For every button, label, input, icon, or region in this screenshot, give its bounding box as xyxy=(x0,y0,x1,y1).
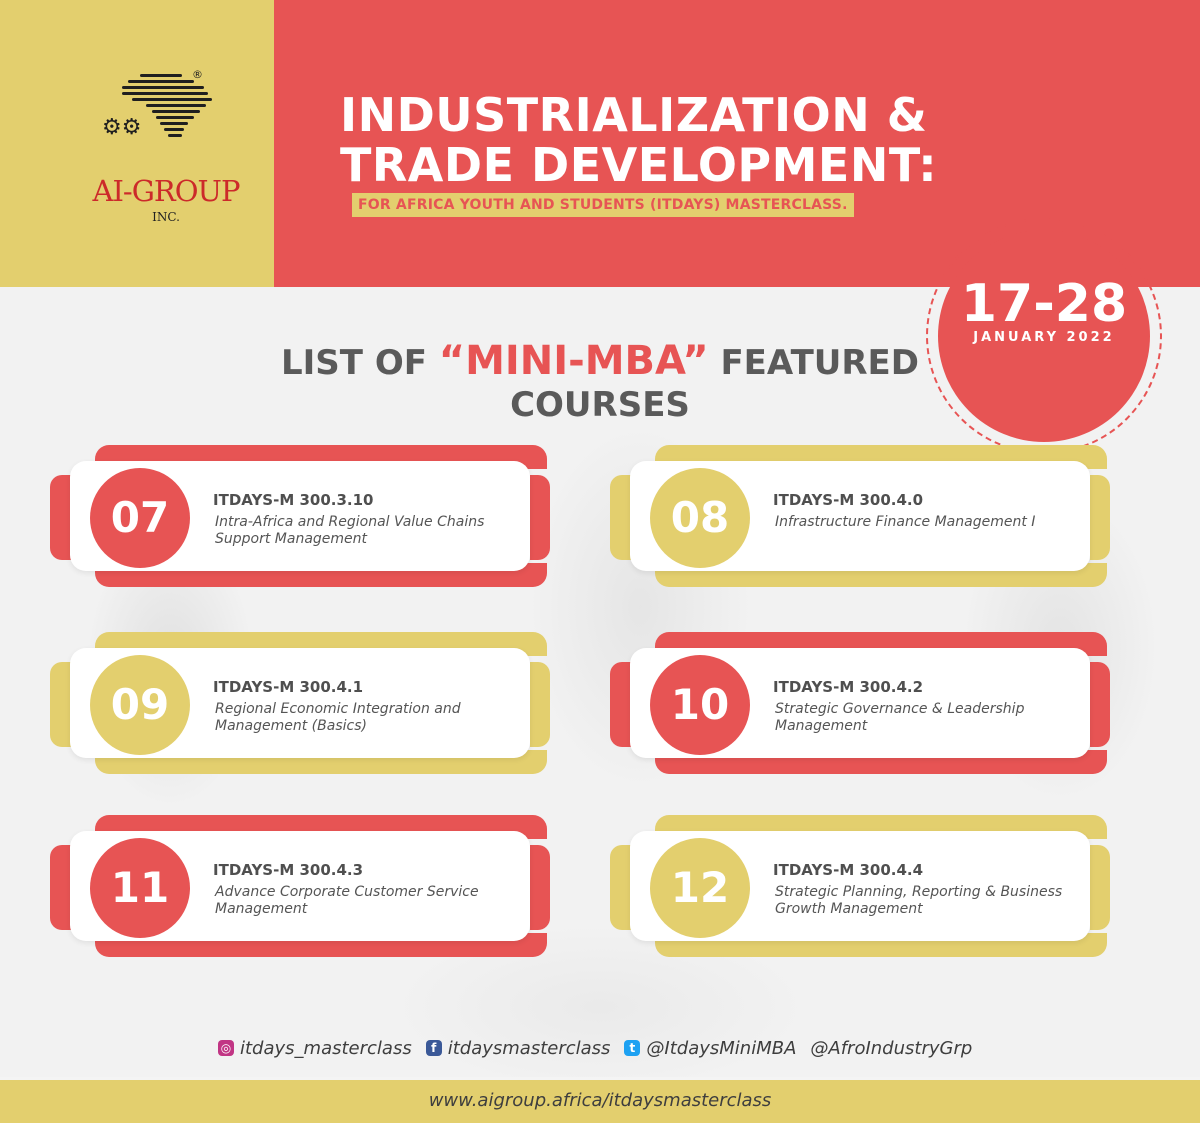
twitter-icon: t xyxy=(624,1040,640,1056)
title-line-1: INDUSTRIALIZATION & xyxy=(340,88,928,142)
course-number: 07 xyxy=(90,468,190,568)
course-code: ITDAYS-M 300.4.4 xyxy=(773,861,924,879)
brand-name: AI-GROUP xyxy=(92,174,240,208)
ai-group-logo xyxy=(86,68,246,228)
footer-url[interactable]: www.aigroup.africa/itdaysmasterclass xyxy=(428,1090,772,1111)
twitter-handle: @ItdaysMiniMBA xyxy=(646,1037,797,1059)
social-links xyxy=(218,1036,972,1060)
gears-icon: ⚙⚙ xyxy=(102,115,142,140)
twitter-link[interactable] xyxy=(624,1038,796,1059)
instagram-handle: itdays_masterclass xyxy=(240,1037,412,1059)
facebook-handle: itdaysmasterclass xyxy=(447,1037,611,1059)
title-line-2: TRADE DEVELOPMENT: xyxy=(340,138,938,192)
twitter-handle-2: @AfroIndustryGrp xyxy=(810,1037,973,1059)
course-number: 12 xyxy=(650,838,750,938)
course-code: ITDAYS-M 300.4.1 xyxy=(213,678,364,696)
instagram-icon: ◎ xyxy=(218,1040,234,1056)
course-title: Advance Corporate Customer Service Management xyxy=(215,884,479,917)
course-card-12[interactable] xyxy=(610,815,1110,960)
course-card-10[interactable] xyxy=(610,632,1110,777)
heading-accent: “MINI-MBA” xyxy=(438,338,709,384)
course-card-11[interactable] xyxy=(50,815,550,960)
date-range: 17-28 xyxy=(960,274,1128,334)
course-number: 11 xyxy=(90,838,190,938)
brand-suffix: INC. xyxy=(152,210,180,224)
course-card-07[interactable] xyxy=(50,445,550,590)
course-title: Strategic Planning, Reporting & Business Growth Management xyxy=(775,884,1063,917)
course-title: Strategic Governance & Leadership Management xyxy=(775,701,1025,734)
course-number: 08 xyxy=(650,468,750,568)
twitter-link-2[interactable] xyxy=(810,1038,972,1059)
date-badge xyxy=(926,218,1162,388)
registered-mark: ® xyxy=(192,68,203,81)
course-code: ITDAYS-M 300.4.3 xyxy=(213,861,364,879)
course-title: Infrastructure Finance Management I xyxy=(775,514,1036,530)
facebook-icon: f xyxy=(426,1040,442,1056)
course-number: 09 xyxy=(90,655,190,755)
course-code: ITDAYS-M 300.3.10 xyxy=(213,491,374,509)
date-month-year: JANUARY 2022 xyxy=(973,330,1115,345)
course-number: 10 xyxy=(650,655,750,755)
course-code: ITDAYS-M 300.4.2 xyxy=(773,678,924,696)
course-card-09[interactable] xyxy=(50,632,550,777)
course-card-08[interactable] xyxy=(610,445,1110,590)
page-title xyxy=(340,90,937,190)
heading-line-2: COURSES xyxy=(510,385,690,425)
course-title: Intra-Africa and Regional Value Chains Support Management xyxy=(215,514,485,547)
page-subtitle: FOR AFRICA YOUTH AND STUDENTS (ITDAYS) MASTERCLASS. xyxy=(352,193,854,217)
course-code: ITDAYS-M 300.4.0 xyxy=(773,491,924,509)
course-title: Regional Economic Integration and Management (Basics) xyxy=(215,701,461,734)
section-heading xyxy=(250,340,950,426)
heading-prefix: LIST OF xyxy=(280,343,427,383)
heading-suffix: FEATURED xyxy=(720,343,920,383)
instagram-link[interactable] xyxy=(218,1038,412,1059)
facebook-link[interactable] xyxy=(426,1038,611,1059)
